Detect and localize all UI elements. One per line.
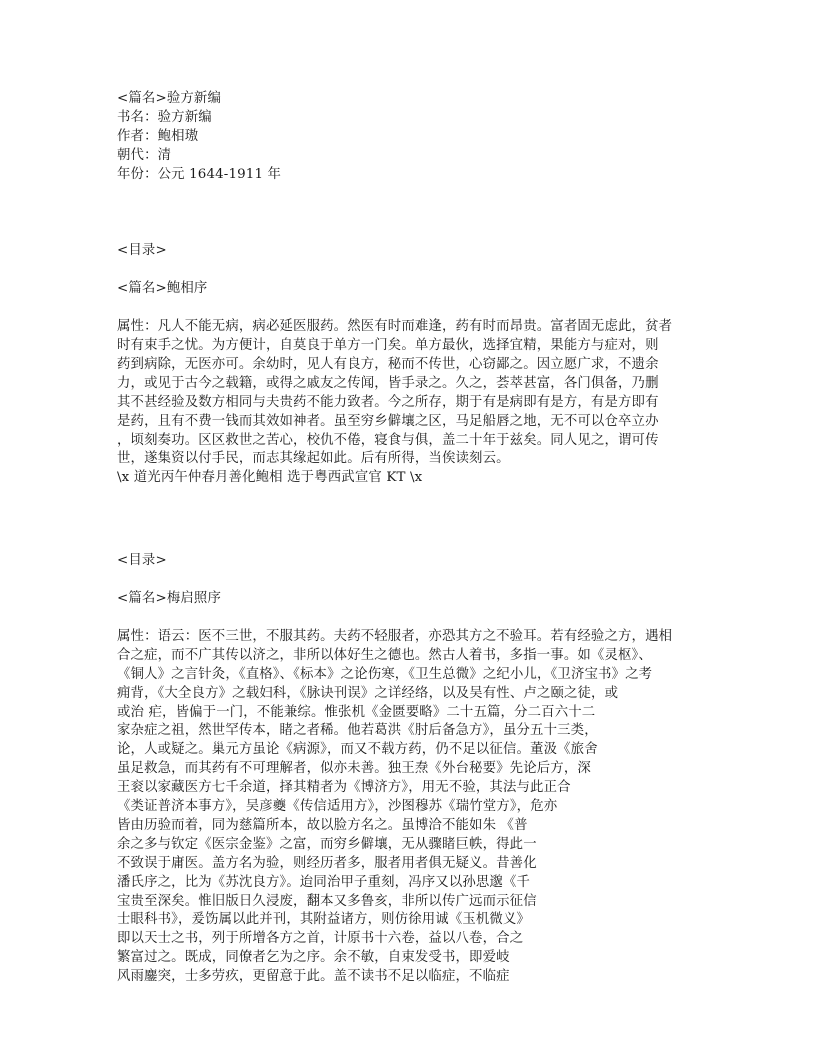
section-title: <篇名>梅启照序: [117, 591, 221, 607]
body-line: 《铜人》之言针灸，《直格》、《标本》之论伤寒，《卫生总微》之纪小儿，《卫济宝书》之考: [117, 666, 653, 682]
body-line: 属性：语云：医不三世，不服其药。夫药不轻服者，亦恐其方之不验耳。若有经验之方，遇相: [117, 629, 673, 645]
section-body: [117, 318, 707, 488]
dynasty: 朝代：清: [117, 147, 172, 163]
author: 作者：鲍相璈: [117, 128, 199, 144]
body-line: 属性：凡人不能无病，病必延医服药。然医有时而难逢，药有时而昂贵。富者固无虑此，贫者: [117, 319, 673, 335]
body-line: 世，遂集资以付手民，而志其缘起如此。后有所得，当俟读刻云。: [117, 451, 510, 467]
body-line: 家杂症之祖，然世罕传本，睹之者稀。他若葛洪《肘后备急方》，虽分五十三类，: [117, 723, 598, 739]
body-line: 或治 疟，皆偏于一门，不能兼综。惟张机《金匮要略》二十五篇，分二百六十二: [117, 704, 596, 720]
body-line: 潘氏序之，比为《苏沈良方》。迨同治甲子重刻，冯序又以孙思邈《千: [117, 874, 531, 890]
body-line: 余之多与钦定《医宗金鉴》之富，而穷乡僻壤，无从骤睹巨帙，得此一: [117, 836, 537, 852]
book-name: 书名：验方新编: [117, 109, 212, 125]
body-line: 王衮以家藏医方七千余道，择其精者为《博济方》，用无不验，其法与此正合: [117, 780, 571, 796]
body-line: ，顷刻奏功。区区救世之苦心，校仇不倦，寝食与俱，盖二十年于兹矣。同人见之，谓可传: [117, 432, 659, 448]
body-line: 痈背，《大全良方》之载妇科，《脉诀刊误》之详经络，以及吴有性、卢之颐之徒，或: [117, 685, 619, 701]
body-line: 宝贵至深矣。惟旧版日久浸废，翻本又多鲁亥，非所以传广远而示征信: [117, 893, 537, 909]
body-line: 合之症，而不广其传以济之，非所以体好生之德也。然古人着书，多指一事。如《灵枢》、: [117, 647, 652, 663]
preface-bao-xiang: [117, 242, 707, 488]
body-line: 即以天士之书，列于所增各方之首，计原书十六卷，益以八卷，合之: [117, 931, 524, 947]
body-line: 皆由历验而着，同为慈篇所本，故以脸方名之。虽博洽不能如朱 《普: [117, 817, 528, 833]
body-line: 《类证普济本事方》，吴彦夔《传信适用方》，沙图穆苏《瑞竹堂方》，危亦: [117, 799, 558, 815]
toc-label: <目录>: [117, 553, 167, 569]
body-line: 其不甚经验及数方相同与夫贵药不能力致者。今之所存，期于有是病即有是方，有是方即有: [117, 394, 659, 410]
body-line: 是药，且有不费一钱而其效如神者。虽至穷乡僻壤之区，马足船唇之地，无不可以仓卒立办: [117, 413, 659, 429]
document-page: [117, 90, 707, 987]
section-body: [117, 628, 707, 987]
body-line: 士眼科书》，爰饬属以此并刊，其附益诸方，则仿徐用诚《玉机微义》: [117, 912, 531, 928]
body-line: 虽足救急，而其药有不可理解者，似亦未善。独王焘《外台秘要》先论后方，深: [117, 761, 591, 777]
toc-label: <目录>: [117, 243, 167, 259]
signature-line: \x 道光丙午仲春月善化鲍相 选于粤西武宣官 KT \x: [117, 470, 423, 486]
body-line: 风雨鏖突，士多劳疚，更留意于此。盖不读书不足以临症，不临症: [117, 969, 510, 985]
section-title: <篇名>鲍相序: [117, 281, 208, 297]
body-line: 繁富过之。既成，同僚者乞为之序。余不敏，自束发受书，即爱岐: [117, 950, 510, 966]
years: 年份：公元 1644-1911 年: [117, 166, 282, 182]
body-line: 药到病除，无医亦可。余幼时，见人有良方，秘而不传世，心窃鄙之。因立愿广求，不遗余: [117, 357, 659, 373]
body-line: 力，或见于古今之载籍，或得之戚友之传闻，皆手录之。久之，荟萃甚富，各门俱备，乃删: [117, 375, 659, 391]
preface-mei-qizhao: [117, 552, 707, 987]
body-line: 不致误于庸医。盖方名为验，则经历者多，服者用者俱无疑义。昔善化: [117, 855, 537, 871]
body-line: 论，人或疑之。巢元方虽论《病源》，而又不载方药，仍不足以征信。董汲《旅舍: [117, 742, 598, 758]
section-tag: <篇名>验方新编: [117, 91, 221, 106]
body-line: 时有束手之忧。为方便计，自莫良于单方一门矣。单方最伙，选择宜精，果能方与症对，则: [117, 338, 659, 354]
